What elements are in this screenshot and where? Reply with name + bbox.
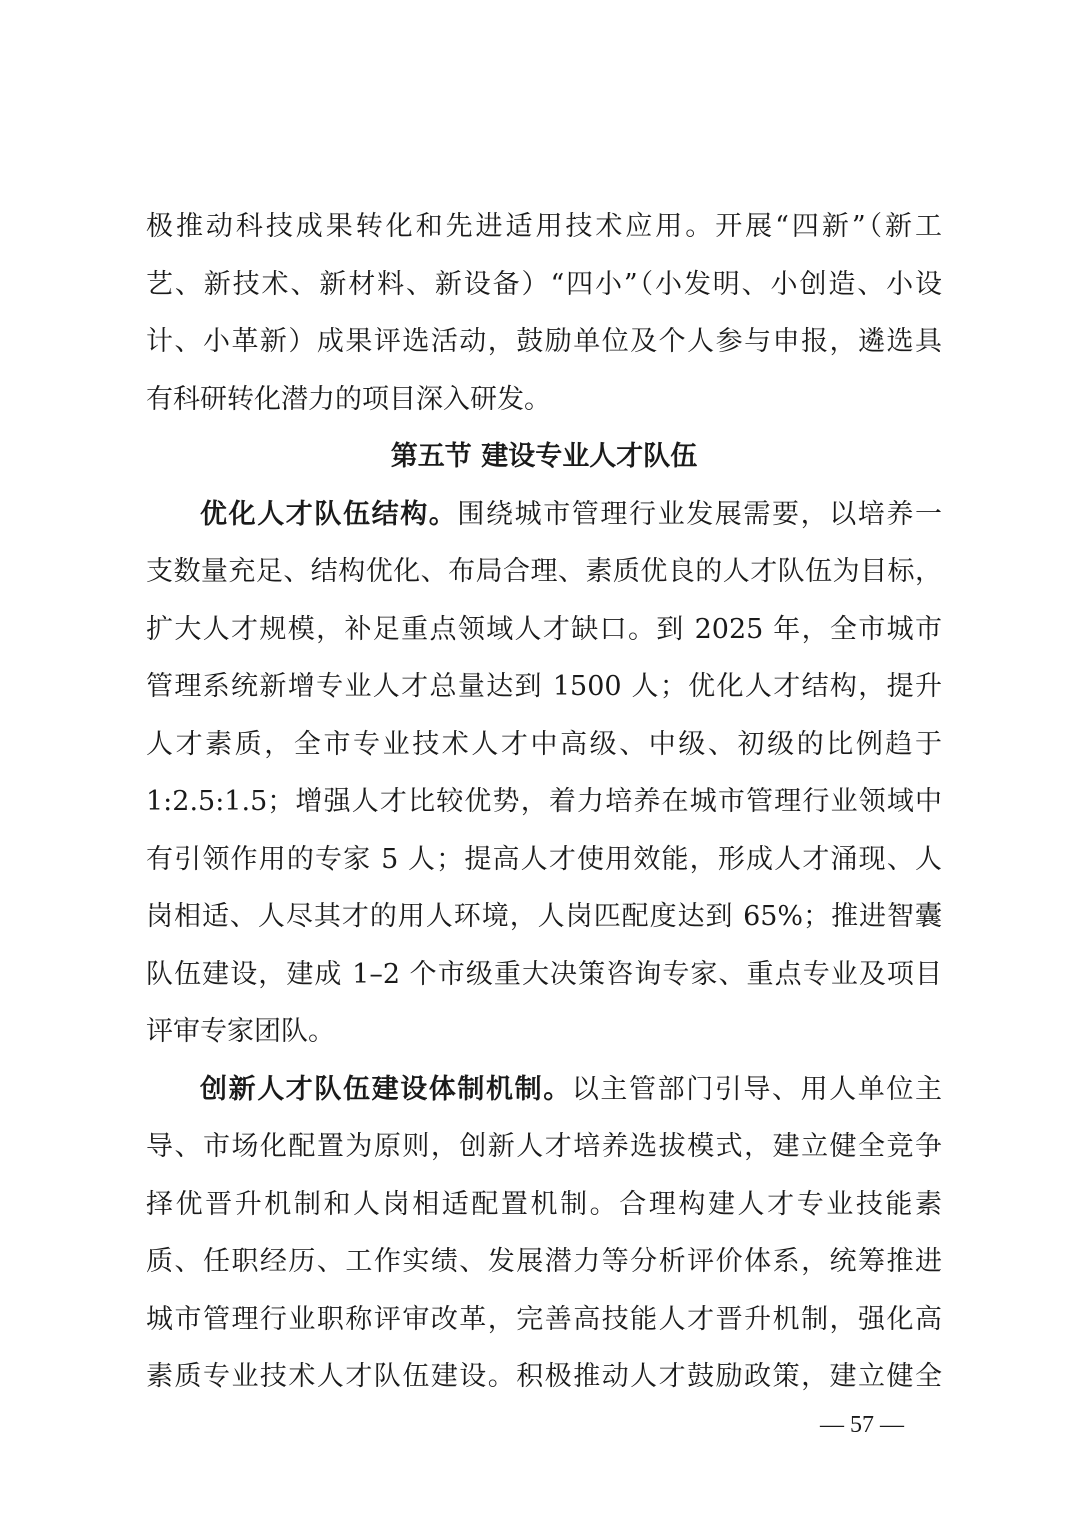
text-line: 计、小革新）成果评选活动，鼓励单位及个人参与申报，遴选具 — [146, 326, 942, 357]
paragraph-intro — [146, 198, 942, 428]
text-line: 导、市场化配置为原则，创新人才培养选拔模式，建立健全竞争 — [146, 1131, 942, 1162]
document-body — [146, 198, 942, 1406]
text-line: 城市管理行业职称评审改革，完善高技能人才晋升机制，强化高 — [146, 1303, 942, 1335]
text-line: 1:2.5:1.5；增强人才比较优势，着力培养在城市管理行业领域中 — [146, 786, 942, 817]
paragraph-text: 围绕城市管理行业发展需要，以培养一 — [457, 498, 942, 530]
text-line: 极推动科技成果转化和先进适用技术应用。开展“四新”（新工 — [146, 211, 942, 242]
text-line: 质、任职经历、工作实绩、发展潜力等分析评价体系，统筹推进 — [146, 1246, 942, 1277]
text-line: 人才素质，全市专业技术人才中高级、中级、初级的比例趋于 — [146, 728, 942, 760]
paragraph-text: 以主管部门引导、用人单位主 — [571, 1073, 942, 1105]
text-line: 艺、新技术、新材料、新设备）“四小”（小发明、小创造、小设 — [146, 268, 942, 300]
section-title: 第五节 建设专业人才队伍 — [390, 441, 698, 472]
paragraph-lead: 创新人才队伍建设体制机制。 — [200, 1073, 572, 1105]
text-line — [146, 1061, 942, 1119]
text-line: 评审专家团队。 — [146, 1016, 335, 1047]
paragraph-lead: 优化人才队伍结构。 — [200, 498, 458, 530]
text-line: 素质专业技术人才队伍建设。积极推动人才鼓励政策，建立健全 — [146, 1361, 942, 1392]
text-line — [146, 486, 942, 544]
text-line: 队伍建设，建成 1–2 个市级重大决策咨询专家、重点专业及项目 — [146, 958, 942, 990]
page-number: — 57 — — [820, 1412, 904, 1438]
text-line: 有引领作用的专家 5 人；提高人才使用效能，形成人才涌现、人 — [146, 843, 942, 875]
text-line: 有科研转化潜力的项目深入研发。 — [146, 383, 551, 415]
text-line: 支数量充足、结构优化、布局合理、素质优良的人才队伍为目标， — [146, 556, 942, 587]
text-line: 择优晋升机制和人岗相适配置机制。合理构建人才专业技能素 — [146, 1188, 942, 1220]
text-line: 管理系统新增专业人才总量达到 1500 人；优化人才结构，提升 — [146, 671, 942, 702]
text-line: 岗相适、人尽其才的用人环境，人岗匹配度达到 65%；推进智囊 — [146, 901, 942, 932]
paragraph-structure — [146, 486, 942, 1061]
paragraph-mechanism — [146, 1061, 942, 1406]
text-line: 扩大人才规模，补足重点领域人才缺口。到 2025 年，全市城市 — [146, 613, 942, 645]
